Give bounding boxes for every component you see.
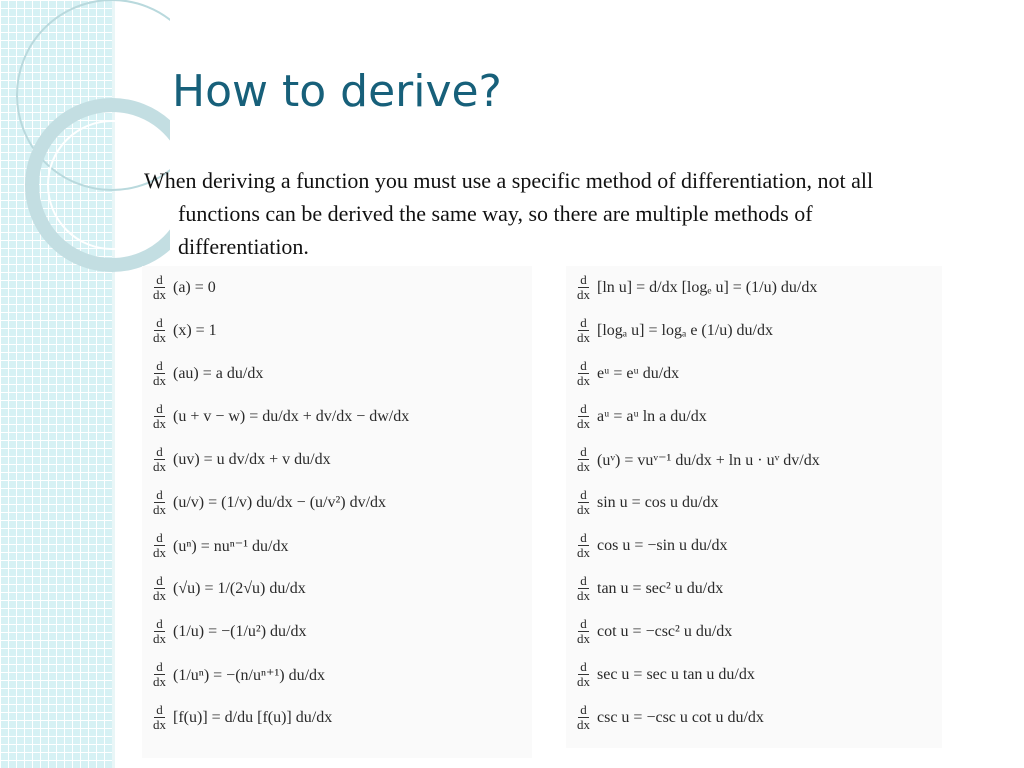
operator-denominator: dx	[153, 717, 166, 732]
derivative-operator	[151, 574, 168, 603]
formula-row	[142, 309, 532, 352]
formula-expression: [logₐ u] = logₐ e (1/u) du/dx	[597, 321, 773, 339]
formula-expression: (a) = 0	[173, 278, 216, 296]
slide-title: How to derive?	[172, 66, 502, 117]
formula-expression: (au) = a du/dx	[173, 364, 264, 382]
derivative-operator	[151, 273, 168, 302]
derivative-operator	[575, 359, 592, 388]
formula-expression: sec u = sec u tan u du/dx	[597, 665, 755, 683]
operator-numerator: d	[156, 530, 163, 545]
formula-row	[142, 266, 532, 309]
formula-row	[566, 481, 942, 524]
formula-row	[142, 481, 532, 524]
formula-image-left	[142, 266, 532, 758]
formula-expression: (u/v) = (1/v) du/dx − (u/v²) dv/dx	[173, 493, 387, 511]
derivative-operator	[151, 316, 168, 345]
operator-numerator: d	[156, 358, 163, 373]
formula-expression: (uᵛ) = vuᵛ⁻¹ du/dx + ln u · uᵛ dv/dx	[597, 451, 820, 469]
operator-denominator: dx	[577, 588, 590, 603]
formula-row	[566, 524, 942, 567]
formula-row	[142, 395, 532, 438]
derivative-operator	[575, 402, 592, 431]
derivative-operator	[575, 316, 592, 345]
formula-expression: eᵘ = eᵘ du/dx	[597, 364, 680, 382]
operator-numerator: d	[580, 487, 587, 502]
formula-row	[142, 438, 532, 481]
formula-expression: (√u) = 1/(2√u) du/dx	[173, 579, 306, 597]
formula-row	[566, 696, 942, 739]
formula-image-right	[566, 266, 942, 748]
formula-row	[142, 567, 532, 610]
operator-denominator: dx	[153, 674, 166, 689]
derivative-operator	[575, 531, 592, 560]
formula-row	[566, 395, 942, 438]
formula-expression: aᵘ = aᵘ ln a du/dx	[597, 407, 707, 425]
formula-row	[142, 524, 532, 567]
operator-denominator: dx	[577, 416, 590, 431]
formula-row	[566, 309, 942, 352]
operator-numerator: d	[156, 315, 163, 330]
operator-denominator: dx	[153, 459, 166, 474]
operator-denominator: dx	[153, 287, 166, 302]
operator-numerator: d	[580, 272, 587, 287]
operator-numerator: d	[156, 659, 163, 674]
operator-numerator: d	[156, 616, 163, 631]
operator-denominator: dx	[153, 545, 166, 560]
operator-denominator: dx	[577, 631, 590, 646]
formula-row	[142, 696, 532, 739]
operator-denominator: dx	[577, 717, 590, 732]
operator-numerator: d	[580, 702, 587, 717]
formula-expression: tan u = sec² u du/dx	[597, 579, 724, 597]
formula-expression: (uⁿ) = nuⁿ⁻¹ du/dx	[173, 537, 289, 555]
formula-row	[566, 438, 942, 481]
operator-denominator: dx	[153, 373, 166, 388]
formula-row	[566, 266, 942, 309]
operator-denominator: dx	[153, 416, 166, 431]
derivative-operator	[575, 445, 592, 474]
formula-expression: (1/uⁿ) = −(n/uⁿ⁺¹) du/dx	[173, 666, 326, 684]
derivative-operator	[151, 488, 168, 517]
operator-denominator: dx	[577, 459, 590, 474]
formula-expression: (uv) = u dv/dx + v du/dx	[173, 450, 331, 468]
derivative-operator	[575, 660, 592, 689]
derivative-operator	[575, 273, 592, 302]
operator-numerator: d	[580, 659, 587, 674]
slide-body-text: When deriving a function you must use a specific method of differentiation, not all functions can be derived the same way, so there are multiple methods of differentiation.	[144, 168, 874, 259]
operator-numerator: d	[580, 573, 587, 588]
operator-denominator: dx	[577, 502, 590, 517]
operator-denominator: dx	[153, 631, 166, 646]
operator-denominator: dx	[153, 588, 166, 603]
operator-denominator: dx	[577, 330, 590, 345]
formula-row	[566, 610, 942, 653]
formula-row	[566, 352, 942, 395]
operator-denominator: dx	[577, 287, 590, 302]
derivative-operator	[575, 574, 592, 603]
derivative-operator	[575, 617, 592, 646]
formula-expression: [ln u] = d/dx [logₑ u] = (1/u) du/dx	[597, 278, 818, 296]
operator-numerator: d	[156, 401, 163, 416]
derivative-operator	[151, 703, 168, 732]
operator-denominator: dx	[153, 502, 166, 517]
formula-row	[566, 653, 942, 696]
operator-denominator: dx	[153, 330, 166, 345]
derivative-operator	[575, 703, 592, 732]
operator-denominator: dx	[577, 545, 590, 560]
formula-row	[566, 567, 942, 610]
operator-numerator: d	[156, 702, 163, 717]
formula-expression: (1/u) = −(1/u²) du/dx	[173, 622, 307, 640]
operator-numerator: d	[580, 616, 587, 631]
derivative-operator	[575, 488, 592, 517]
formula-expression: cos u = −sin u du/dx	[597, 536, 728, 554]
operator-numerator: d	[580, 444, 587, 459]
formula-row	[142, 653, 532, 696]
formula-row	[142, 352, 532, 395]
derivative-operator	[151, 402, 168, 431]
operator-numerator: d	[580, 530, 587, 545]
operator-denominator: dx	[577, 373, 590, 388]
formula-row	[142, 610, 532, 653]
operator-numerator: d	[156, 487, 163, 502]
formula-expression: [f(u)] = d/du [f(u)] du/dx	[173, 708, 333, 726]
derivative-operator	[151, 617, 168, 646]
operator-numerator: d	[156, 272, 163, 287]
derivative-operator	[151, 445, 168, 474]
operator-numerator: d	[580, 358, 587, 373]
derivative-operator	[151, 359, 168, 388]
formula-expression: csc u = −csc u cot u du/dx	[597, 708, 764, 726]
formula-expression: (x) = 1	[173, 321, 217, 339]
formula-expression: cot u = −csc² u du/dx	[597, 622, 733, 640]
formula-expression: sin u = cos u du/dx	[597, 493, 719, 511]
operator-numerator: d	[580, 401, 587, 416]
derivative-operator	[151, 660, 168, 689]
operator-numerator: d	[156, 573, 163, 588]
operator-numerator: d	[156, 444, 163, 459]
formula-expression: (u + v − w) = du/dx + dv/dx − dw/dx	[173, 407, 410, 425]
operator-numerator: d	[580, 315, 587, 330]
operator-denominator: dx	[577, 674, 590, 689]
derivative-operator	[151, 531, 168, 560]
